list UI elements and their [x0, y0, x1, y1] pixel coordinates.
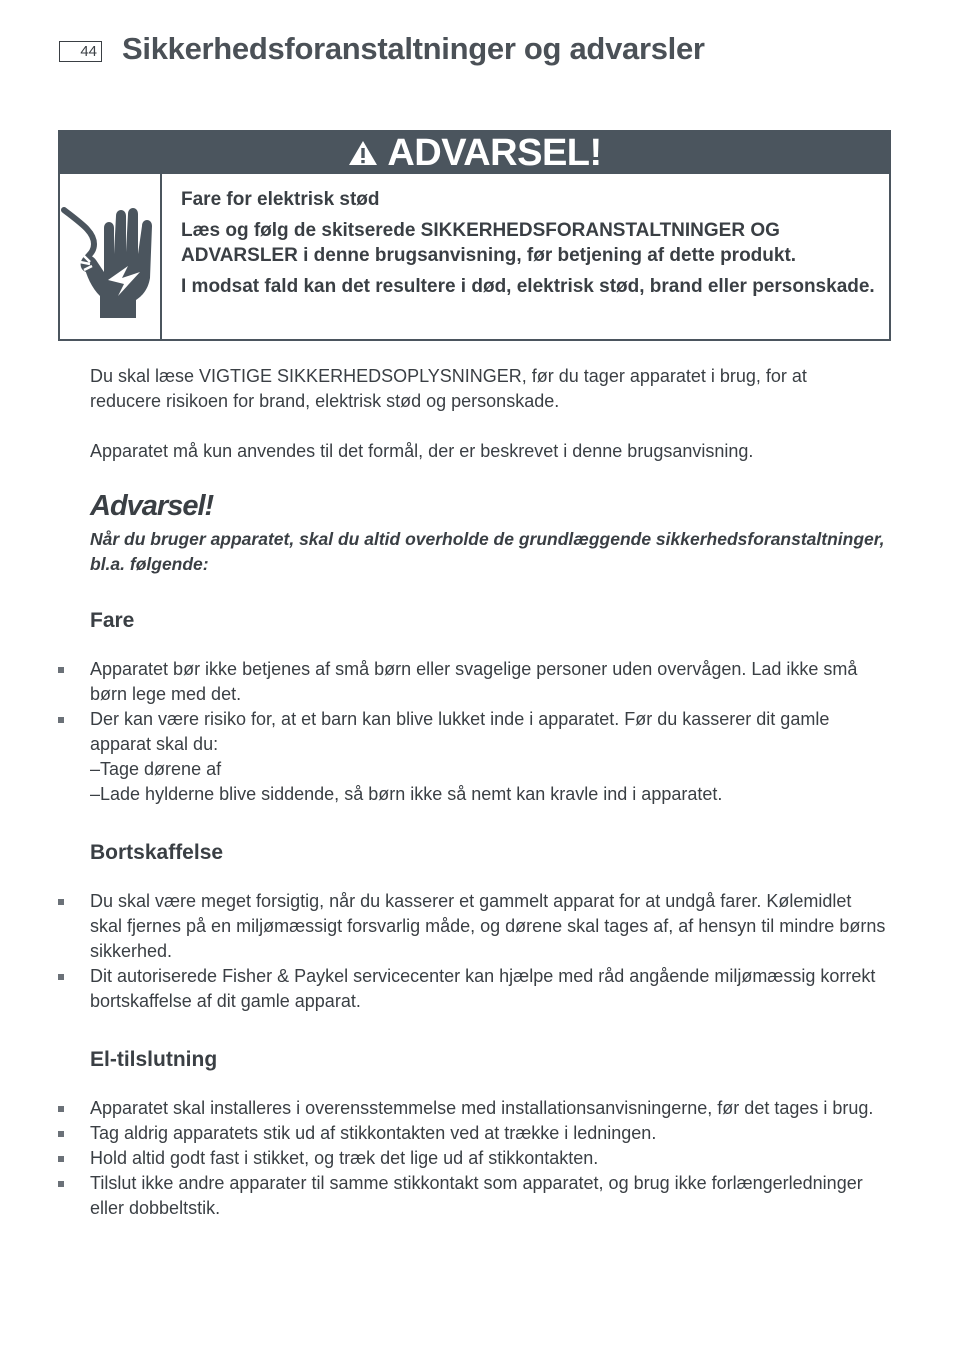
- warning-body: [60, 174, 889, 339]
- bullet-square-icon: [58, 974, 64, 980]
- bullet-square-icon: [58, 1106, 64, 1112]
- list-item-text: Du skal være meget forsigtig, når du kasserer et gammelt apparat for at undgå farer. Kølemidlet skal fjernes på en miljømæssigt forsvarlig måde, og dørene skal tages af, af hensyn til mindre børns sikkerhed.: [90, 891, 886, 961]
- page-number: 44: [59, 41, 102, 62]
- list-item: [58, 1096, 888, 1121]
- list-item-text: Der kan være risiko for, at et barn kan blive lukket inde i apparatet. Før du kasserer dit gamle apparat skal du: –Tage dørene af –Lade hylderne blive siddende, så børn ikke så nemt kan kravle ind i apparatet.: [90, 709, 830, 804]
- electric-shock-hand-icon: [60, 192, 160, 322]
- fare-list: [58, 657, 888, 807]
- warning-icon-cell: [60, 174, 162, 339]
- bullet-square-icon: [58, 1131, 64, 1137]
- warning-text: [162, 174, 889, 339]
- list-item-text: Tilslut ikke andre apparater til samme stikkontakt som apparatet, og brug ikke forlængerledninger eller dobbeltstik.: [90, 1173, 863, 1218]
- bullet-square-icon: [58, 717, 64, 723]
- bullet-square-icon: [58, 1181, 64, 1187]
- bortskaffelse-list: [58, 889, 888, 1014]
- warning-header: [60, 132, 889, 174]
- list-item-text: Apparatet skal installeres i overensstemmelse med installationsanvisningerne, før det tages i brug.: [90, 1098, 874, 1118]
- list-item: [58, 1121, 888, 1146]
- el-tilslutning-list: [58, 1096, 888, 1221]
- advarsel-subtext: Når du bruger apparatet, skal du altid overholde de grundlæggende sikkerhedsforanstaltninger, bl.a. følgende:: [90, 529, 885, 574]
- bullet-square-icon: [58, 899, 64, 905]
- intro-paragraph: Apparatet må kun anvendes til det formål, der er beskrevet i denne brugsanvisning.: [90, 441, 754, 461]
- list-item: [58, 1146, 888, 1171]
- advarsel-heading: Advarsel!: [90, 490, 214, 522]
- list-item: [58, 889, 888, 964]
- section-heading-el-tilslutning: El-tilslutning: [90, 1048, 218, 1071]
- warning-header-text: ADVARSEL!: [387, 131, 602, 174]
- bullet-square-icon: [58, 1156, 64, 1162]
- list-item: [58, 964, 888, 1014]
- list-item-text: Tag aldrig apparatets stik ud af stikkontakten ved at trække i ledningen.: [90, 1123, 657, 1143]
- intro: [90, 364, 880, 489]
- section-heading-fare: Fare: [90, 609, 135, 632]
- warning-line: I modsat fald kan det resultere i død, elektrisk stød, brand eller personskade.: [181, 276, 875, 297]
- list-item-text: Apparatet bør ikke betjenes af små børn eller svagelige personer uden overvågen. Lad ikke små børn lege med det.: [90, 659, 858, 704]
- list-item: [58, 707, 888, 807]
- warning-line: Læs og følg de skitserede SIKKERHEDSFORANSTALTNINGER OG ADVARSLER i denne brugsanvisning, før betjening af dette produkt.: [181, 220, 797, 266]
- intro-paragraph: Du skal læse VIGTIGE SIKKERHEDSOPLYSNINGER, før du tager apparatet i brug, for at reducere risikoen for brand, elektrisk stød og personskade.: [90, 366, 807, 411]
- section-heading-bortskaffelse: Bortskaffelse: [90, 841, 224, 864]
- list-item: [58, 1171, 888, 1221]
- warning-triangle-icon: [347, 139, 379, 167]
- list-item-text: Hold altid godt fast i stikket, og træk det lige ud af stikkontakten.: [90, 1148, 599, 1168]
- list-item: [58, 657, 888, 707]
- warning-line: Fare for elektrisk stød: [181, 189, 380, 210]
- warning-box: [58, 130, 891, 341]
- page-title: Sikkerhedsforanstaltninger og advarsler: [122, 31, 705, 66]
- list-item-text: Dit autoriserede Fisher & Paykel servicecenter kan hjælpe med råd angående miljømæssig korrekt bortskaffelse af dit gamle apparat.: [90, 966, 876, 1011]
- bullet-square-icon: [58, 667, 64, 673]
